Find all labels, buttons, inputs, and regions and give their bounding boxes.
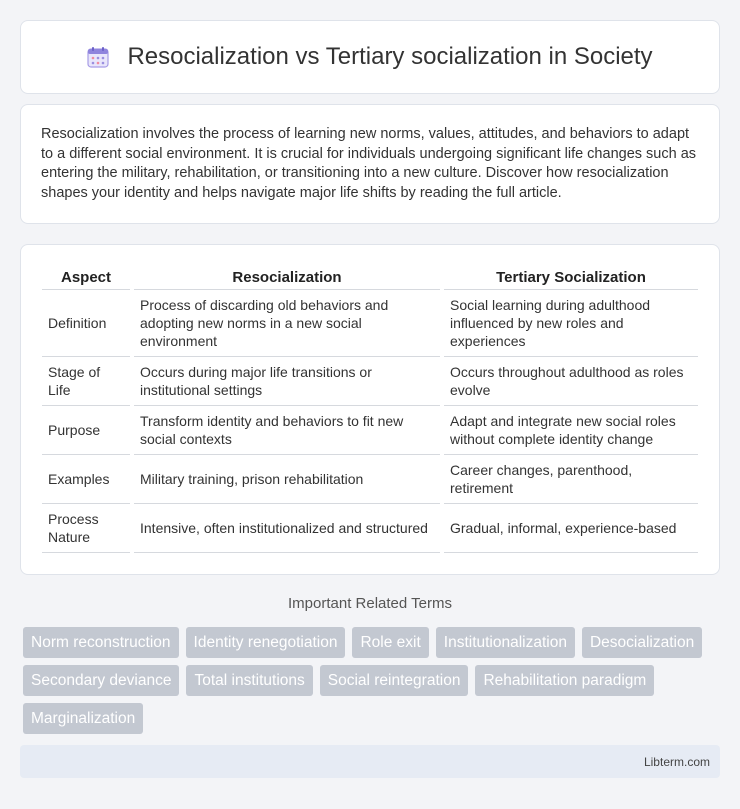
cell-resocialization: Military training, prison rehabilitation (132, 455, 442, 504)
tag-marginalization[interactable]: Marginalization (23, 703, 143, 734)
header-tertiary-socialization: Tertiary Socialization (442, 267, 698, 290)
table-header-row (42, 267, 698, 290)
header-aspect: Aspect (42, 267, 132, 290)
page-title: Resocialization vs Tertiary socialization in Society (127, 43, 653, 70)
calendar-icon (87, 46, 109, 68)
table-row (42, 357, 698, 406)
tag-role-exit[interactable]: Role exit (352, 627, 428, 658)
table-row (42, 290, 698, 357)
cell-resocialization: Transform identity and behaviors to fit new social contexts (132, 406, 442, 455)
title-card (20, 20, 720, 94)
cell-resocialization: Occurs during major life transitions or institutional settings (132, 357, 442, 406)
cell-aspect: Definition (42, 290, 132, 357)
cell-aspect: Stage of Life (42, 357, 132, 406)
cell-aspect: Examples (42, 455, 132, 504)
table-row (42, 504, 698, 553)
tag-rehabilitation-paradigm[interactable]: Rehabilitation paradigm (475, 665, 654, 696)
table-row (42, 406, 698, 455)
cell-resocialization: Process of discarding old behaviors and adopting new norms in a new social environment (132, 290, 442, 357)
cell-tertiary: Social learning during adulthood influenced by new roles and experiences (442, 290, 698, 357)
header-resocialization: Resocialization (132, 267, 442, 290)
cell-resocialization: Intensive, often institutionalized and structured (132, 504, 442, 553)
intro-card (20, 104, 720, 224)
intro-paragraph: Resocialization involves the process of learning new norms, values, attitudes, and behaviors to adapt to a different social environment. It is crucial for individuals undergoing significant life changes such as entering the military, rehabilitation, or transitioning into a new culture. Discover how resocialization shapes your identity and helps navigate major life shifts by reading the full article. (41, 126, 697, 201)
related-terms-title: Important Related Terms (288, 595, 452, 612)
comparison-card (20, 244, 720, 575)
tag-norm-reconstruction[interactable]: Norm reconstruction (23, 627, 179, 658)
tag-total-institutions[interactable]: Total institutions (186, 665, 312, 696)
cell-aspect: Process Nature (42, 504, 132, 553)
footer (20, 745, 720, 778)
cell-tertiary: Gradual, informal, experience-based (442, 504, 698, 553)
tag-secondary-deviance[interactable]: Secondary deviance (23, 665, 179, 696)
tag-desocialization[interactable]: Desocialization (582, 627, 702, 658)
tag-social-reintegration[interactable]: Social reintegration (320, 665, 469, 696)
comparison-table (42, 267, 698, 553)
table-row (42, 455, 698, 504)
tag-identity-renegotiation[interactable]: Identity renegotiation (186, 627, 346, 658)
cell-tertiary: Adapt and integrate new social roles without complete identity change (442, 406, 698, 455)
cell-tertiary: Career changes, parenthood, retirement (442, 455, 698, 504)
footer-site-link[interactable]: Libterm.com (643, 755, 710, 769)
related-terms-list (23, 627, 723, 741)
cell-aspect: Purpose (42, 406, 132, 455)
cell-tertiary: Occurs throughout adulthood as roles evolve (442, 357, 698, 406)
tag-institutionalization[interactable]: Institutionalization (436, 627, 575, 658)
